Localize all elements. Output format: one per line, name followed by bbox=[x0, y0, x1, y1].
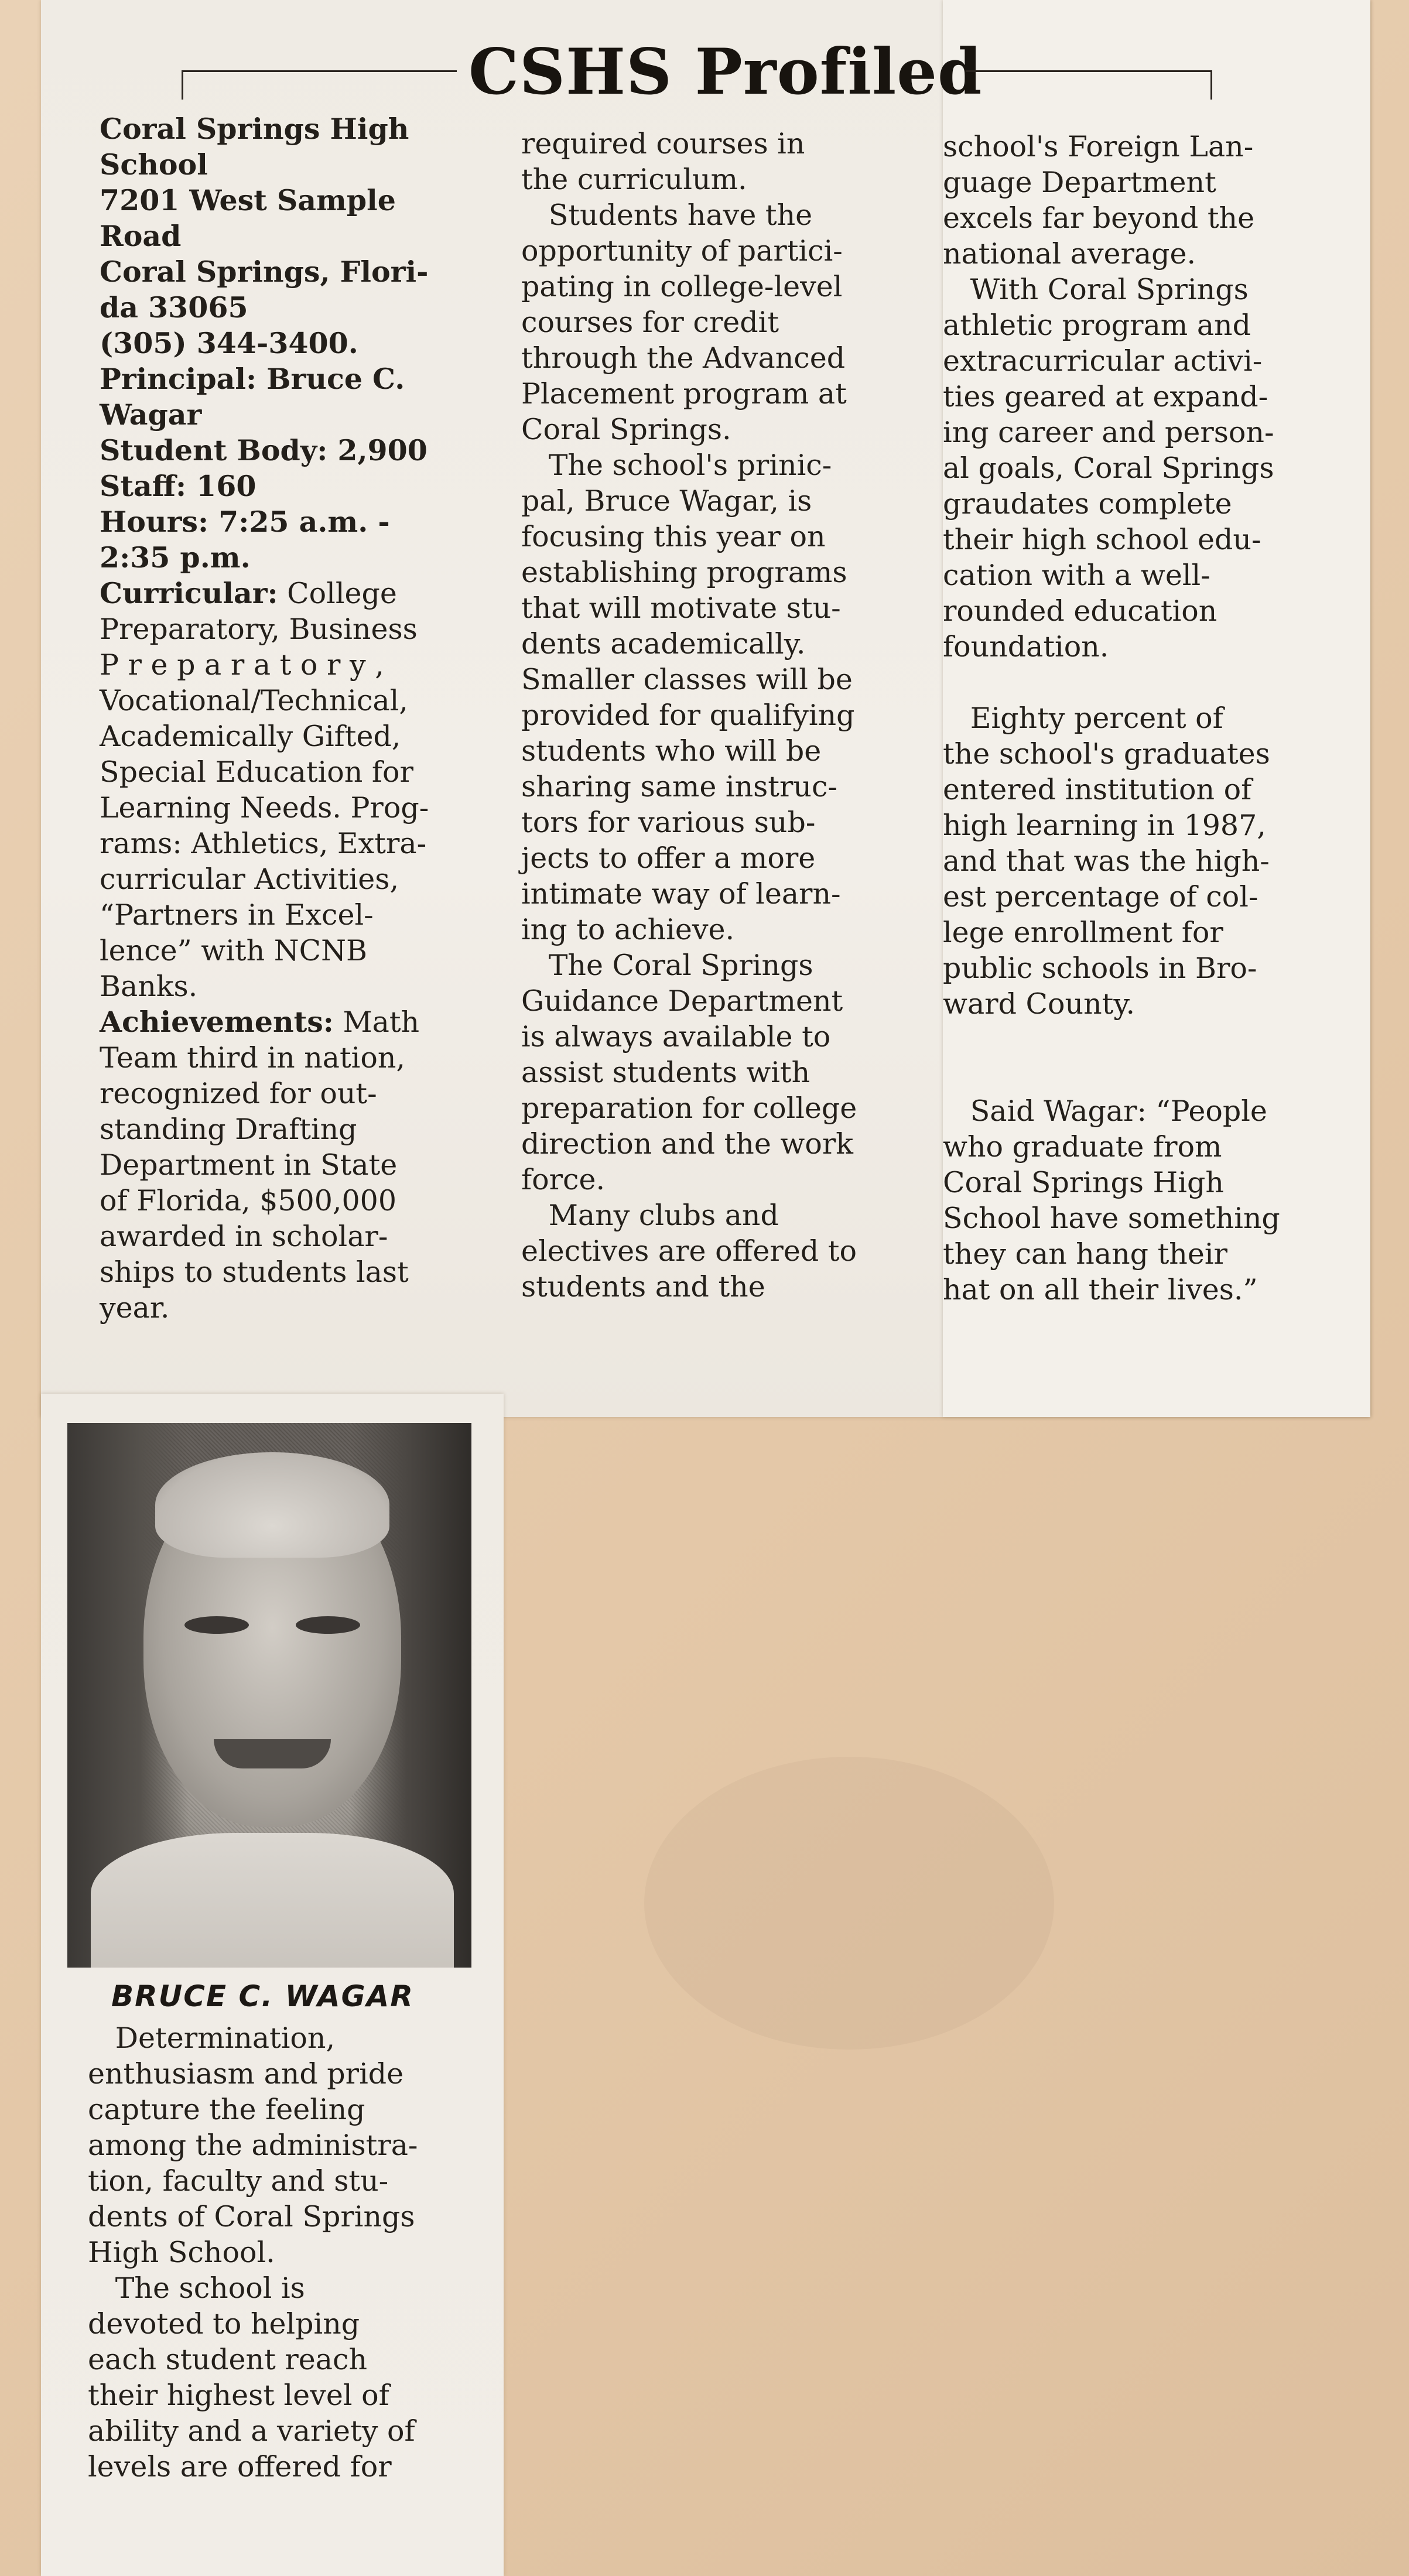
article-text-line: athletic program and bbox=[943, 309, 1251, 342]
article-text-line: opportunity of partici- bbox=[521, 234, 843, 268]
article-text-line: Placement program at bbox=[521, 377, 847, 410]
article-text-line: students and the bbox=[521, 1270, 765, 1304]
info-line: Department in State bbox=[100, 1148, 398, 1182]
info-line: lence” with NCNB bbox=[100, 934, 367, 967]
photo-shirt bbox=[91, 1833, 454, 1968]
article-text-line: rounded education bbox=[943, 594, 1218, 628]
info-line: Coral Springs, Flori- bbox=[100, 255, 429, 289]
info-line: year. bbox=[100, 1291, 170, 1325]
info-line: Learning Needs. Prog- bbox=[100, 791, 429, 825]
article-text-line: tors for various sub- bbox=[521, 806, 816, 839]
article-text-line: Determination, bbox=[88, 2021, 336, 2055]
article-text-line: dents academically. bbox=[521, 627, 806, 661]
info-line: Coral Springs High bbox=[100, 112, 409, 146]
article-text-line: The school is bbox=[88, 2271, 305, 2305]
info-line: Staff: 160 bbox=[100, 469, 257, 503]
article-text-line: required courses in bbox=[521, 127, 805, 160]
article-text-line: force. bbox=[521, 1163, 606, 1196]
article-text-line: they can hang their bbox=[943, 1237, 1227, 1271]
article-text-line: al goals, Coral Springs bbox=[943, 451, 1274, 485]
info-line: Team third in nation, bbox=[100, 1041, 405, 1075]
info-line: of Florida, $500,000 bbox=[100, 1184, 397, 1217]
article-text-line: devoted to helping bbox=[88, 2307, 360, 2341]
article-text-line: their highest level of bbox=[88, 2379, 389, 2412]
info-line: awarded in scholar- bbox=[100, 1220, 388, 1253]
photo-hair bbox=[155, 1452, 389, 1558]
article-text-line: High School. bbox=[88, 2236, 275, 2269]
article-right-column bbox=[943, 129, 1318, 1308]
article-text-line bbox=[943, 1058, 1318, 1093]
info-line: da 33065 bbox=[100, 290, 248, 324]
article-text-line: high learning in 1987, bbox=[943, 809, 1266, 842]
article-text-line: ing to achieve. bbox=[521, 913, 735, 946]
article-text-line: jects to offer a more bbox=[521, 841, 816, 875]
article-text-line: the curriculum. bbox=[521, 163, 747, 196]
article-text-line: levels are offered for bbox=[88, 2450, 392, 2483]
info-line: Special Education for bbox=[100, 755, 413, 789]
article-text-line: and that was the high- bbox=[943, 844, 1270, 878]
article-text-line: foundation. bbox=[943, 630, 1109, 663]
article-text-line: national average. bbox=[943, 237, 1196, 271]
info-line: Preparatory, Business bbox=[100, 613, 418, 646]
article-text-line: public schools in Bro- bbox=[943, 952, 1257, 985]
article-text-line: establishing programs bbox=[521, 556, 847, 589]
article-text-line: est percentage of col- bbox=[943, 880, 1258, 914]
article-text-line bbox=[943, 665, 1318, 700]
headline-rule-tick-left bbox=[182, 70, 183, 100]
article-text-line: pating in college-level bbox=[521, 270, 843, 303]
article-text-line: focusing this year on bbox=[521, 520, 826, 553]
info-line: recognized for out- bbox=[100, 1077, 377, 1110]
article-lower-left-column bbox=[88, 2020, 463, 2485]
article-text-line: ward County. bbox=[943, 987, 1136, 1021]
article-text-line: With Coral Springs bbox=[943, 273, 1249, 306]
info-line: Hours: 7:25 a.m. - bbox=[100, 505, 390, 539]
article-text-line bbox=[943, 1022, 1318, 1058]
article-text-line: Smaller classes will be bbox=[521, 663, 853, 696]
info-line: Road bbox=[100, 219, 182, 253]
article-text-line: Students have the bbox=[521, 199, 813, 232]
article-text-line: among the administra- bbox=[88, 2129, 418, 2162]
article-text-line: School have something bbox=[943, 1202, 1280, 1235]
info-line bbox=[100, 1004, 474, 1040]
article-text-line: the school's graduates bbox=[943, 737, 1270, 771]
article-text-line: their high school edu- bbox=[943, 523, 1261, 556]
article-text-line: The school's prinic- bbox=[521, 449, 832, 482]
info-line: School bbox=[100, 148, 208, 182]
article-middle-column bbox=[521, 126, 896, 1305]
info-line: curricular Activities, bbox=[100, 863, 399, 896]
info-line: (305) 344-3400. bbox=[100, 326, 358, 360]
photo-caption: BRUCE C. WAGAR bbox=[111, 1979, 414, 2013]
article-text-line: Many clubs and bbox=[521, 1199, 779, 1232]
article-text-line: graudates complete bbox=[943, 487, 1232, 521]
article-text-line: enthusiasm and pride bbox=[88, 2057, 404, 2091]
article-text-line: Said Wagar: “People bbox=[943, 1094, 1267, 1128]
article-text-line: capture the feeling bbox=[88, 2093, 365, 2126]
article-text-line: who graduate from bbox=[943, 1130, 1222, 1164]
headline-area bbox=[182, 35, 1212, 123]
photo-smile bbox=[214, 1739, 331, 1768]
article-text-line: tion, faculty and stu- bbox=[88, 2164, 389, 2198]
article-text-line: ties geared at expand- bbox=[943, 380, 1268, 413]
article-text-line: courses for credit bbox=[521, 306, 779, 339]
headline: CSHS Profiled bbox=[468, 35, 983, 109]
article-text-line: Coral Springs. bbox=[521, 413, 731, 446]
info-label: Curricular: bbox=[100, 576, 278, 610]
info-line: Wagar bbox=[100, 398, 202, 432]
photo-eye-right bbox=[296, 1616, 360, 1634]
principal-portrait-photo bbox=[67, 1423, 471, 1968]
photo-eye-left bbox=[184, 1616, 249, 1634]
article-text-line: dents of Coral Springs bbox=[88, 2200, 415, 2233]
info-line bbox=[100, 576, 474, 611]
article-text-line: provided for qualifying bbox=[521, 699, 855, 732]
info-value: College bbox=[278, 577, 397, 610]
article-text-line: cation with a well- bbox=[943, 559, 1210, 592]
paper-stain bbox=[644, 1757, 1054, 2050]
article-text-line: school's Foreign Lan- bbox=[943, 130, 1254, 163]
info-line: 7201 West Sample bbox=[100, 183, 396, 217]
article-text-line: through the Advanced bbox=[521, 341, 846, 375]
article-text-line: intimate way of learn- bbox=[521, 877, 841, 911]
info-line: 2:35 p.m. bbox=[100, 540, 251, 574]
school-info-column bbox=[100, 111, 474, 1326]
article-text-line: is always available to bbox=[521, 1020, 831, 1053]
headline-rule-right bbox=[966, 70, 1212, 72]
article-text-line: that will motivate stu- bbox=[521, 591, 841, 625]
article-text-line: each student reach bbox=[88, 2343, 368, 2376]
info-line: ships to students last bbox=[100, 1255, 409, 1289]
article-text-line: excels far beyond the bbox=[943, 201, 1255, 235]
info-value: Math bbox=[333, 1005, 420, 1039]
article-text-line: The Coral Springs bbox=[521, 949, 813, 982]
article-text-line: lege enrollment for bbox=[943, 916, 1223, 949]
info-line: P r e p a r a t o r y , bbox=[100, 648, 384, 682]
article-text-line: Coral Springs High bbox=[943, 1166, 1224, 1199]
article-text-line: electives are offered to bbox=[521, 1234, 857, 1268]
article-text-line: Guidance Department bbox=[521, 984, 843, 1018]
article-text-line: hat on all their lives.” bbox=[943, 1273, 1258, 1306]
info-line: Principal: Bruce C. bbox=[100, 362, 405, 396]
info-line: “Partners in Excel- bbox=[100, 898, 374, 932]
article-text-line: ing career and person- bbox=[943, 416, 1274, 449]
info-line: Banks. bbox=[100, 970, 198, 1003]
article-text-line: guage Department bbox=[943, 166, 1216, 199]
info-line: Student Body: 2,900 bbox=[100, 433, 428, 467]
info-line: standing Drafting bbox=[100, 1113, 357, 1146]
article-text-line: entered institution of bbox=[943, 773, 1252, 806]
article-text-line: Eighty percent of bbox=[943, 702, 1223, 735]
info-line: rams: Athletics, Extra- bbox=[100, 827, 427, 860]
article-text-line: direction and the work bbox=[521, 1127, 853, 1161]
article-text-line: ability and a variety of bbox=[88, 2414, 415, 2448]
article-text-line: assist students with bbox=[521, 1056, 810, 1089]
info-line: Academically Gifted, bbox=[100, 720, 401, 753]
article-text-line: students who will be bbox=[521, 734, 822, 768]
headline-rule-left bbox=[182, 70, 457, 72]
info-line: Vocational/Technical, bbox=[100, 684, 408, 717]
article-text-line: pal, Bruce Wagar, is bbox=[521, 484, 812, 518]
headline-rule-tick-right bbox=[1210, 70, 1212, 100]
info-label: Achievements: bbox=[100, 1005, 334, 1039]
article-text-line: sharing same instruc- bbox=[521, 770, 837, 803]
article-text-line: extracurricular activi- bbox=[943, 344, 1263, 378]
article-text-line: preparation for college bbox=[521, 1092, 857, 1125]
